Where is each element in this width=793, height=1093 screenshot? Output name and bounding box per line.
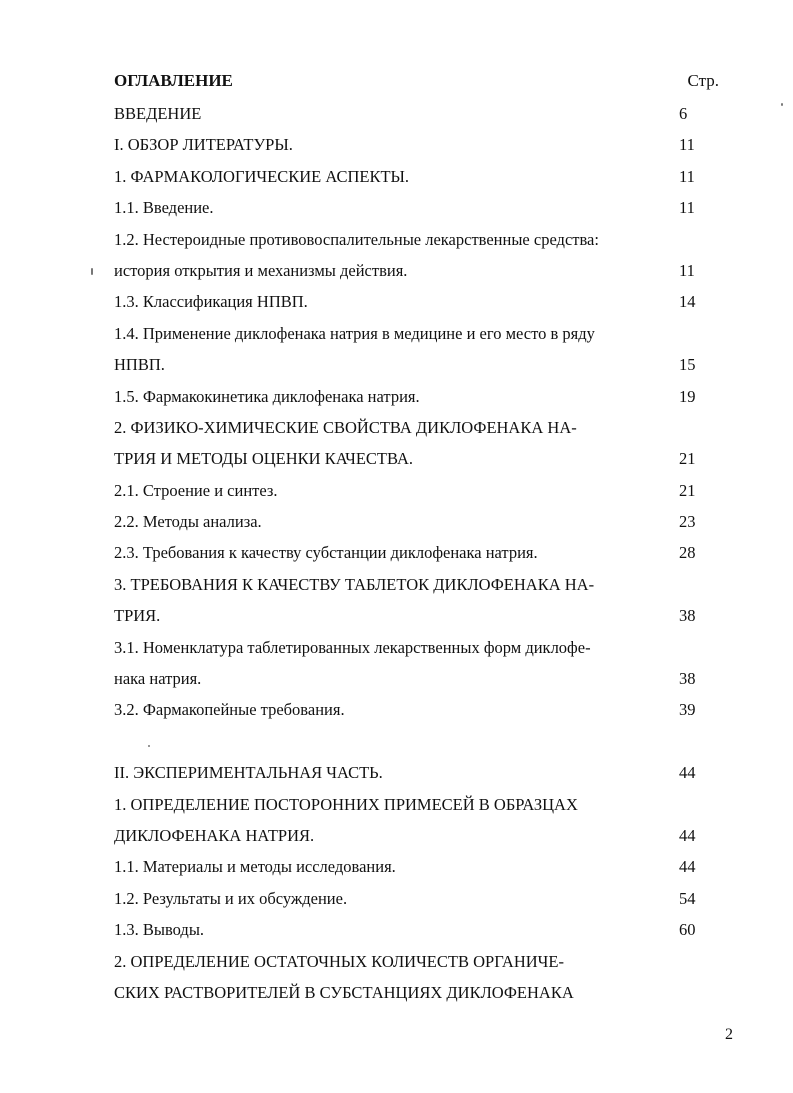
toc-entry-text: 2. ОПРЕДЕЛЕНИЕ ОСТАТОЧНЫХ КОЛИЧЕСТВ ОРГАНИЧЕ- — [114, 951, 564, 971]
toc-entry[interactable] — [114, 381, 719, 412]
toc-entry-page: 44 — [679, 763, 696, 783]
toc-entry-line — [114, 412, 719, 443]
toc-entry-text: 2.3. Требования к качеству субстанции диклофенака натрия. — [114, 543, 538, 563]
toc-entry-page: 19 — [679, 386, 696, 406]
page-number: 2 — [725, 1026, 733, 1043]
toc-entry-line — [114, 255, 719, 286]
toc-spacer — [114, 726, 719, 757]
toc-entry-line — [114, 381, 719, 412]
toc-entry-line — [114, 663, 719, 694]
toc-entry[interactable] — [114, 946, 719, 1009]
toc-entry-page: 11 — [679, 135, 695, 155]
toc-entry[interactable] — [114, 129, 719, 160]
toc-entry[interactable] — [114, 757, 719, 788]
toc-entry-page: 39 — [679, 700, 696, 720]
toc-entry[interactable] — [114, 412, 719, 475]
toc-entry-line — [114, 161, 719, 192]
toc-entry-text: 1.2. Результаты и их обсуждение. — [114, 888, 348, 908]
toc-entry-page: 6 — [679, 104, 688, 123]
toc-entry-line — [114, 192, 719, 223]
toc-entry-line — [114, 506, 719, 537]
toc-entry-text: 1.1. Введение. — [114, 198, 214, 218]
toc-entry-page: 15 — [679, 355, 696, 375]
toc-entry-text: II. ЭКСПЕРИМЕНТАЛЬНАЯ ЧАСТЬ. — [114, 763, 383, 783]
toc-entry-text: ДИКЛОФЕНАКА НАТРИЯ. — [114, 825, 315, 845]
toc-entry-text: 1.5. Фармакокинетика диклофенака натрия. — [114, 386, 420, 406]
toc-entry-line — [114, 475, 719, 506]
toc-entry-line — [114, 914, 719, 945]
scan-speck — [148, 745, 150, 747]
toc-entry-text: 1.1. Материалы и методы исследования. — [114, 857, 396, 877]
toc-entry-line — [114, 224, 719, 255]
toc-entry-text: 1.2. Нестероидные противовоспалительные лекарственные средства: — [114, 229, 599, 249]
toc-entry-line — [114, 129, 719, 160]
toc-entry-line — [114, 977, 719, 1008]
toc-entry[interactable] — [114, 192, 719, 223]
toc-entry-text: 1.4. Применение диклофенака натрия в медицине и его место в ряду — [114, 323, 595, 343]
toc-entry-line — [114, 569, 719, 600]
scan-speck — [91, 268, 93, 275]
toc-entry-text: история открытия и механизмы действия. — [114, 260, 408, 280]
toc-entry[interactable] — [114, 694, 719, 725]
toc-entry[interactable] — [114, 569, 719, 632]
toc-entry-page: 38 — [679, 606, 696, 626]
toc-entry-page: 21 — [679, 480, 696, 500]
toc-entry[interactable] — [114, 286, 719, 317]
toc-entry-text: 1. ОПРЕДЕЛЕНИЕ ПОСТОРОННИХ ПРИМЕСЕЙ В ОБРАЗЦАХ — [114, 794, 578, 814]
toc-entry-text: 2.1. Строение и синтез. — [114, 480, 278, 500]
toc-entry[interactable] — [114, 883, 719, 914]
table-of-contents — [114, 98, 719, 1008]
toc-entry[interactable] — [114, 914, 719, 945]
toc-entry-text: ТРИЯ. — [114, 606, 161, 626]
toc-entry-line — [114, 632, 719, 663]
toc-entry-line — [114, 318, 719, 349]
toc-entry-line — [114, 600, 719, 631]
toc-entry[interactable] — [114, 475, 719, 506]
toc-entry[interactable] — [114, 98, 719, 129]
toc-entry[interactable] — [114, 851, 719, 882]
toc-entry-line — [114, 349, 719, 380]
toc-entry-line — [114, 789, 719, 820]
toc-entry-page: 14 — [679, 292, 696, 312]
toc-entry-text: 2. ФИЗИКО-ХИМИЧЕСКИЕ СВОЙСТВА ДИКЛОФЕНАКА НА- — [114, 417, 577, 437]
toc-entry[interactable] — [114, 789, 719, 852]
toc-entry-page: 21 — [679, 449, 696, 469]
toc-entry-text: 3.2. Фармакопейные требования. — [114, 700, 345, 720]
toc-entry-page: 11 — [679, 260, 695, 280]
toc-entry-text: ВВЕДЕНИЕ — [114, 104, 202, 123]
toc-entry-line — [114, 443, 719, 474]
toc-entry-text: 3. ТРЕБОВАНИЯ К КАЧЕСТВУ ТАБЛЕТОК ДИКЛОФЕНАКА НА- — [114, 574, 595, 594]
toc-entry-text: I. ОБЗОР ЛИТЕРАТУРЫ. — [114, 135, 293, 155]
toc-entry-line — [114, 537, 719, 568]
toc-entry[interactable] — [114, 224, 719, 287]
page-column-label: Стр. — [687, 71, 719, 90]
toc-entry-page: 54 — [679, 888, 696, 908]
toc-entry-text: НПВП. — [114, 355, 165, 375]
toc-entry-text: 1.3. Классификация НПВП. — [114, 292, 308, 312]
toc-entry-line — [114, 946, 719, 977]
toc-title: ОГЛАВЛЕНИЕ — [114, 71, 233, 90]
toc-entry-text: 1.3. Выводы. — [114, 920, 205, 940]
toc-entry-line — [114, 98, 719, 129]
toc-entry-page: 11 — [679, 166, 695, 186]
toc-entry-page: 60 — [679, 920, 696, 940]
toc-entry-line — [114, 883, 719, 914]
toc-entry-page: 44 — [679, 825, 696, 845]
toc-entry-line — [114, 851, 719, 882]
toc-entry-page — [679, 977, 703, 1008]
toc-entry[interactable] — [114, 506, 719, 537]
toc-entry-line — [114, 820, 719, 851]
toc-entry-line — [114, 694, 719, 725]
toc-entry-page: 38 — [679, 669, 696, 689]
toc-entry[interactable] — [114, 537, 719, 568]
toc-entry-page: 44 — [679, 857, 696, 877]
toc-entry-text: нака натрия. — [114, 669, 202, 689]
toc-entry-page: 11 — [679, 198, 695, 218]
toc-entry-text: 2.2. Методы анализа. — [114, 512, 262, 532]
toc-entry-line — [114, 286, 719, 317]
toc-entry-text: ТРИЯ И МЕТОДЫ ОЦЕНКИ КАЧЕСТВА. — [114, 449, 413, 469]
toc-entry-page: 23 — [679, 512, 696, 532]
scan-speck — [781, 103, 783, 106]
toc-entry-line — [114, 757, 719, 788]
toc-entry[interactable] — [114, 632, 719, 695]
toc-entry-page: 28 — [679, 543, 696, 563]
toc-entry-text: СКИХ РАСТВОРИТЕЛЕЙ В СУБСТАНЦИЯХ ДИКЛОФЕНАКА — [114, 982, 574, 1002]
toc-entry[interactable] — [114, 318, 719, 381]
toc-entry-text: 1. ФАРМАКОЛОГИЧЕСКИЕ АСПЕКТЫ. — [114, 166, 410, 186]
toc-entry[interactable] — [114, 161, 719, 192]
toc-entry-text: 3.1. Номенклатура таблетированных лекарственных форм диклофе- — [114, 637, 591, 657]
